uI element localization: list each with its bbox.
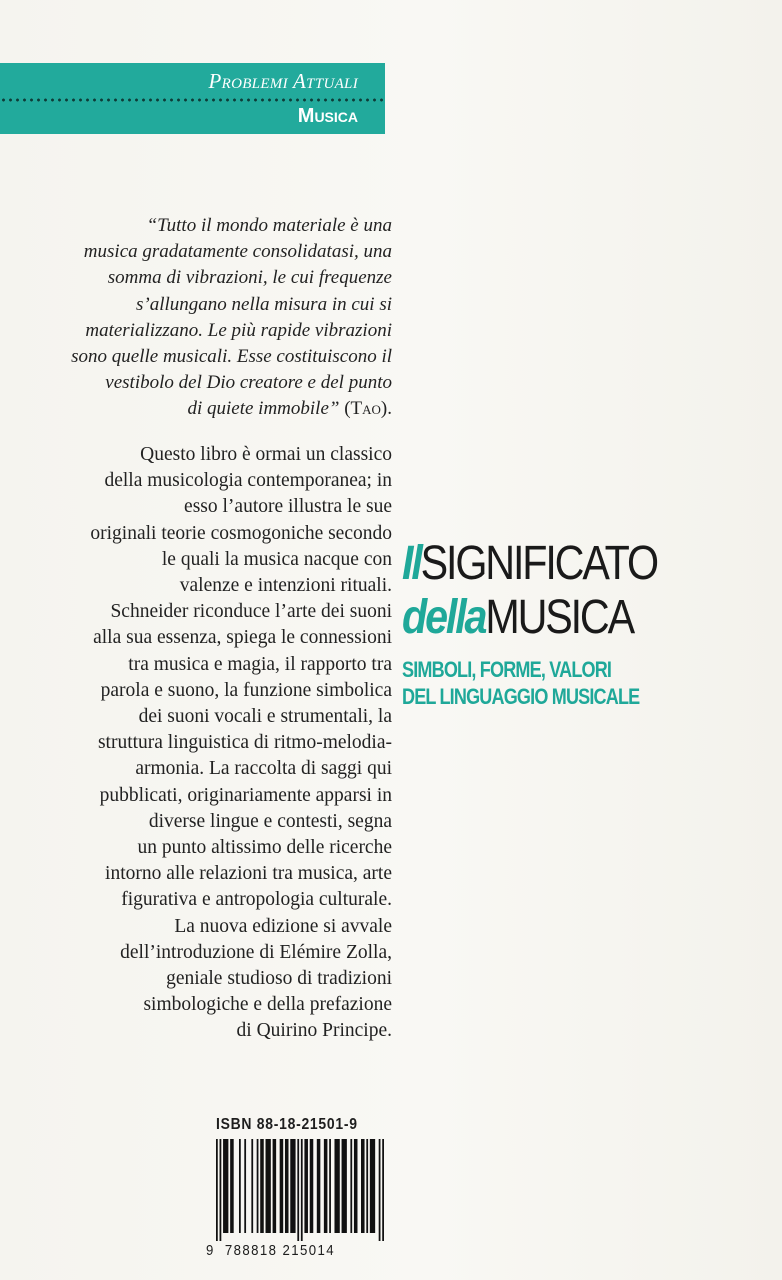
- blurb-line: un punto altissimo delle ricerche: [137, 837, 392, 859]
- title-connector: della: [402, 591, 486, 644]
- title-line-2: [402, 591, 725, 644]
- barcode-bar: [297, 1139, 299, 1241]
- quote-source: (Tao).: [344, 398, 392, 420]
- barcode-bar: [317, 1139, 321, 1233]
- blurb-line: diverse lingue e contesti, segna: [148, 810, 392, 832]
- book-title-block: [402, 537, 777, 710]
- blurb-line: armonia. La raccolta di saggi qui: [135, 758, 392, 780]
- barcode-bar: [354, 1139, 358, 1233]
- barcode-bar: [301, 1139, 303, 1241]
- ean-left-group: 788818: [224, 1242, 278, 1259]
- barcode-bar: [304, 1139, 308, 1233]
- ean-first-digit: 9: [206, 1242, 215, 1259]
- barcode-bar: [379, 1139, 381, 1241]
- barcode-bar: [244, 1139, 246, 1233]
- blurb-line: dei suoni vocali e strumentali, la: [138, 706, 392, 728]
- barcode-bar: [324, 1139, 328, 1233]
- barcode-bar: [260, 1139, 264, 1233]
- barcode-bar: [230, 1139, 234, 1233]
- blurb-line: La nuova edizione si avvale: [174, 915, 392, 937]
- blurb-line: della musicologia contemporanea; in: [104, 470, 392, 492]
- blurb-line: tra musica e magia, il rapporto tra: [128, 653, 392, 675]
- blurb-line: valenze e intenzioni rituali.: [179, 575, 392, 597]
- quote-line: di quiete immobile”: [187, 398, 340, 420]
- barcode-bar: [334, 1139, 339, 1233]
- blurb-line: parola e suono, la funzione simbolica: [100, 679, 392, 701]
- blurb-line: intorno alle relazioni tra musica, arte: [105, 863, 392, 885]
- barcode-bar: [290, 1139, 295, 1233]
- barcode-bar: [273, 1139, 277, 1233]
- description-blurb: [14, 442, 392, 1045]
- dotted-rule: [0, 97, 385, 103]
- blurb-line: alla sua essenza, spiega le connessioni: [93, 627, 392, 649]
- title-line-1: [402, 537, 725, 590]
- blurb-line: di Quirino Principe.: [236, 1020, 392, 1042]
- series-title: Problemi Attuali: [208, 69, 358, 93]
- blurb-line: Questo libro è ormai un classico: [140, 444, 392, 465]
- quote-line: vestibolo del Dio creatore e del punto: [105, 372, 392, 394]
- quote-line: musica gradatamente consolidatasi, una: [83, 241, 392, 263]
- barcode-bar: [329, 1139, 331, 1233]
- barcode-bar: [361, 1139, 365, 1233]
- quote-line: sono quelle musicali. Esse costituiscono il: [71, 346, 392, 368]
- quote-last-line: [20, 396, 392, 422]
- blurb-line: pubblicati, originariamente apparsi in: [99, 784, 392, 806]
- ean-right-group: 215014: [282, 1242, 336, 1259]
- blurb-line: simbologiche e della prefazione: [143, 994, 392, 1016]
- title-word-significato: SIGNIFICATO: [420, 537, 657, 590]
- quote-line: somma di vibrazioni, le cui frequenze: [107, 267, 392, 289]
- barcode-bar: [350, 1139, 352, 1233]
- quote-line: “Tutto il mondo materiale è una: [146, 215, 392, 236]
- quote-line: materializzano. Le più rapide vibrazioni: [85, 319, 392, 341]
- isbn-label: ISBN 88-18-21501-9: [216, 1116, 358, 1133]
- barcode-panel: [206, 1109, 388, 1269]
- blurb-line: le quali la musica nacque con: [161, 548, 392, 570]
- quote-line: s’allungano nella misura in cui si: [136, 293, 392, 315]
- barcode-bar: [223, 1139, 228, 1233]
- title-word-musica: MUSICA: [485, 591, 633, 644]
- barcode-bar: [257, 1139, 259, 1233]
- book-subtitle: [402, 656, 710, 710]
- blurb-line: Schneider riconduce l’arte dei suoni: [110, 601, 392, 623]
- subtitle-line-2: DEL LINGUAGGIO MUSICALE: [402, 684, 640, 709]
- epigraph-quote: [20, 213, 392, 423]
- ean-barcode: [216, 1139, 384, 1241]
- title-article: Il: [402, 537, 421, 590]
- subtitle-line-1: SIMBOLI, FORME, VALORI: [402, 657, 612, 682]
- blurb-line: esso l’autore illustra le sue: [184, 496, 392, 518]
- barcode-bar: [280, 1139, 284, 1233]
- barcode-bar: [366, 1139, 368, 1233]
- barcode-bar: [239, 1139, 241, 1233]
- barcode-bar: [266, 1139, 271, 1233]
- barcode-bar: [382, 1139, 384, 1241]
- barcode-bar: [370, 1139, 375, 1233]
- blurb-line: originali teorie cosmogoniche secondo: [90, 522, 392, 544]
- barcode-bar: [220, 1139, 222, 1241]
- barcode-bar: [285, 1139, 289, 1233]
- blurb-line: struttura linguistica di ritmo-melodia-: [97, 732, 392, 754]
- blurb-line: figurativa e antropologia culturale.: [121, 889, 392, 911]
- series-banner: [0, 63, 385, 134]
- ean-digits: [206, 1242, 366, 1259]
- barcode-bar: [216, 1139, 218, 1241]
- barcode-bar: [310, 1139, 314, 1233]
- barcode-bar: [251, 1139, 253, 1233]
- blurb-line: geniale studioso di tradizioni: [166, 968, 392, 990]
- barcode-bar: [342, 1139, 347, 1233]
- series-subtitle: Musica: [297, 105, 358, 127]
- blurb-line: dell’introduzione di Elémire Zolla,: [120, 941, 392, 963]
